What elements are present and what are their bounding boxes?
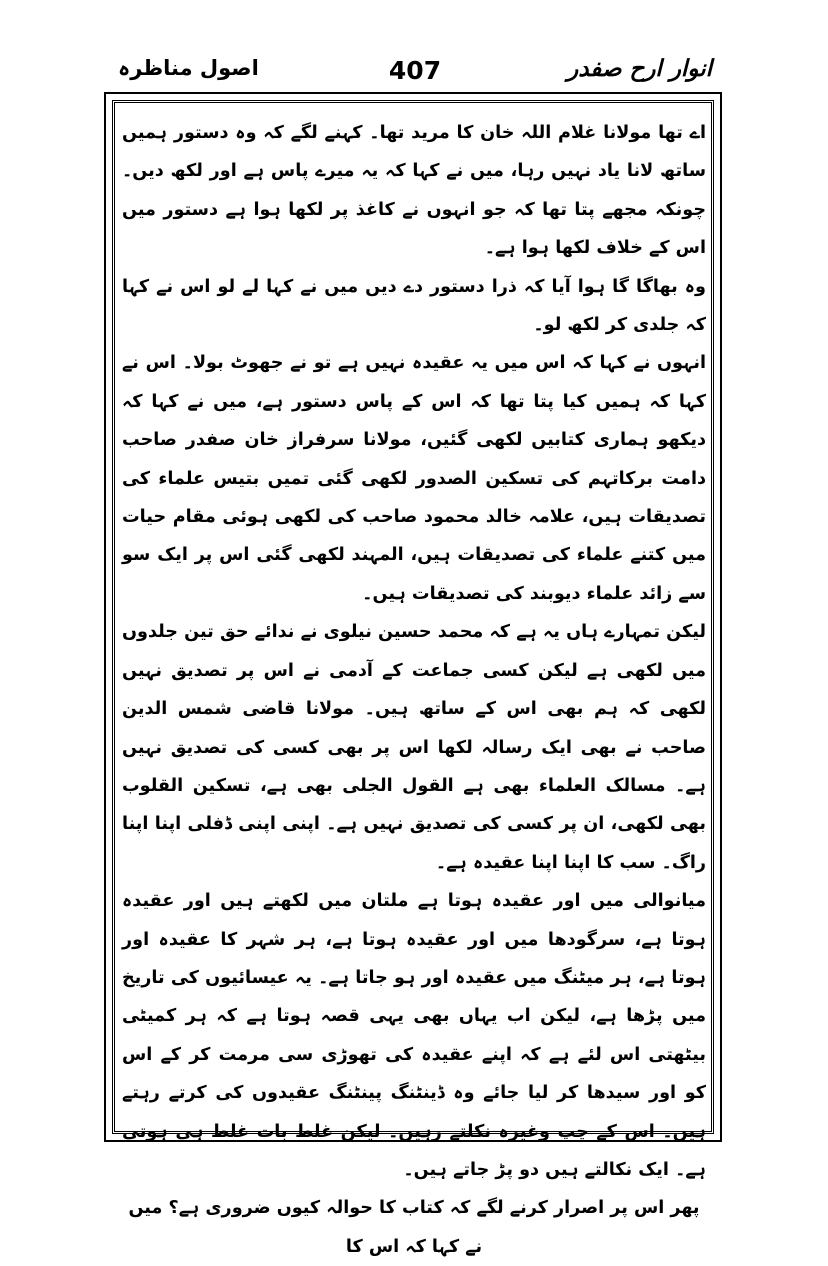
paragraph: لیکن تمہارے ہاں یہ ہے کہ محمد حسین نیلوی نے ندائے حق تین جلدوں میں لکھی ہے لیکن کسی جماعت کے آدمی نے اس پر تصدیق نہیں لکھی کہ ہم بھی اس کے ساتھ ہیں۔ مولانا قاضی شمس الدین صاحب نے بھی ایک رسالہ لکھا اس پر بھی کسی کی تصدیق نہیں ہے۔ مسالک العلماء بھی ہے القول الجلی بھی ہے، تسکین القلوب بھی لکھی، ان پر کسی کی تصدیق نہیں ہے۔ اپنی اپنی ڈفلی اپنا اپنا راگ۔ سب کا اپنا اپنا عقیدہ ہے۔ — [122, 622, 706, 873]
paragraph: وہ بھاگا گا ہوا آیا کہ ذرا دستور دے دیں میں نے کہا لے لو اس نے کہا کہ جلدی کر لکھ لو۔ — [122, 276, 706, 336]
book-title: انوار ارح صفدر — [567, 56, 712, 82]
paragraph: اے تھا مولانا غلام اللہ خان کا مرید تھا۔ کہنے لگے کہ وہ دستور ہمیں ساتھ لانا یاد نہیں رہا، میں نے کہا کہ یہ میرے پاس ہے اور لکھ دیں۔ چونکہ مجھے پتا تھا کہ جو انہوں نے کاغذ پر لکھا ہوا ہے دستور میں اس کے خلاف لکھا ہوا ہے۔ — [122, 123, 706, 259]
paragraph: پھر اس پر اصرار کرنے لگے کہ کتاب کا حوالہ کیوں ضروری ہے؟ میں نے کہا کہ اس کا — [128, 1198, 700, 1257]
paragraph: میانوالی میں اور عقیدہ ہوتا ہے ملتان میں لکھتے ہیں اور عقیدہ ہوتا ہے، سرگودھا میں اور عقیدہ ہوتا ہے، ہر شہر کا عقیدہ اور ہوتا ہے، ہر میٹنگ میں عقیدہ اور ہو جاتا ہے۔ یہ عیسائیوں کی تاریخ میں پڑھا ہے، لیکن اب یہاں بھی یہی قصہ ہوتا ہے کہ ہر کمیٹی بیٹھتی اس لئے ہے کہ اپنے عقیدہ کی تھوڑی سی مرمت کر کے اس کو اور سیدھا کر لیا جائے وہ ڈینٹنگ پینٹنگ عقیدوں کی کرتے رہتے ہیں۔ اس کے چپ وغیرہ نکلتے رہیں۔ لیکن غلط بات غلط ہی ہوتی ہے۔ ایک نکالتے ہیں دو پڑ جاتے ہیں۔ — [122, 891, 706, 1180]
page-body — [122, 114, 706, 1257]
page-header — [108, 50, 722, 94]
chapter-title: اصول مناظرہ — [118, 56, 259, 80]
page-number: 407 — [388, 56, 442, 85]
paragraph: انہوں نے کہا کہ اس میں یہ عقیدہ نہیں ہے تو نے جھوٹ بولا۔ اس نے کہا کہ ہمیں کیا پتا تھا کہ اس کے پاس دستور ہے، میں نے کہا کہ دیکھو ہماری کتابیں لکھی گئیں، مولانا سرفراز خان صفدر صاحب دامت برکاتہم کی تسکین الصدور لکھی گئی تمیں بتیس علماء کی تصدیقات ہیں، علامہ خالد محمود صاحب کی لکھی ہوئی مقام حیات میں کتنے علماء کی تصدیقات ہیں، المہند لکھی گئی اس پر ایک سو سے زائد علماء دیوبند کی تصدیقات ہیں۔ — [122, 353, 706, 604]
